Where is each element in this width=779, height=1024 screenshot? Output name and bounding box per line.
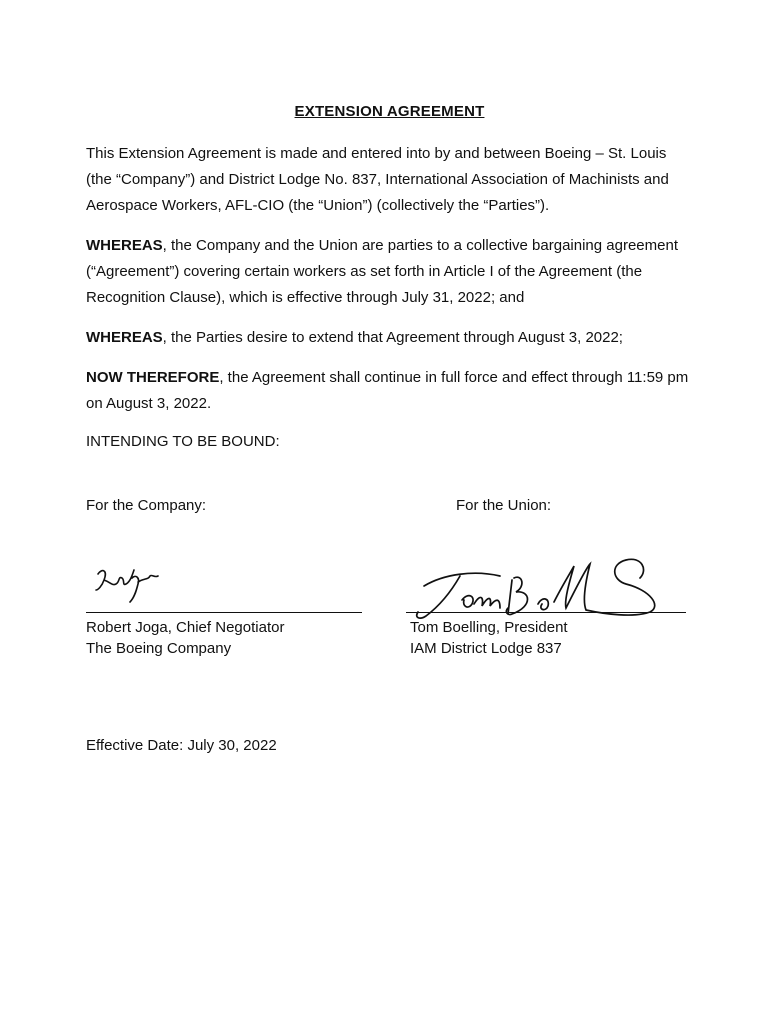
- effective-date: Effective Date: July 30, 2022: [86, 737, 277, 754]
- whereas-text: , the Parties desire to extend that Agreement through August 3, 2022;: [162, 329, 623, 346]
- union-signer-org: IAM District Lodge 837: [410, 640, 562, 657]
- intro-paragraph: This Extension Agreement is made and entered into by and between Boeing – St. Louis (the “Company”) and District Lodge No. 837, International Association of Machinists and Aerospace Workers, AFL-CIO (the “Union”) (collectively the “Parties”).: [86, 145, 669, 214]
- company-signer-org: The Boeing Company: [86, 640, 232, 657]
- whereas-lead: WHEREAS: [86, 329, 163, 346]
- for-company-label: For the Company:: [86, 497, 207, 514]
- document-title: EXTENSION AGREEMENT: [294, 103, 485, 120]
- intending-to-be-bound: INTENDING TO BE BOUND:: [86, 433, 280, 450]
- union-signer-name: Tom Boelling, President: [410, 619, 568, 636]
- company-signature-line: [86, 612, 362, 613]
- now-therefore-paragraph: [86, 365, 696, 417]
- company-signer-name: Robert Joga, Chief Negotiator: [86, 619, 285, 636]
- union-signer-block: [410, 617, 568, 659]
- company-signature: [92, 556, 182, 606]
- now-therefore-lead: NOW THEREFORE: [86, 369, 220, 386]
- whereas-lead: WHEREAS: [86, 237, 163, 254]
- whereas-extend-paragraph: [86, 325, 696, 351]
- whereas-text: , the Company and the Union are parties to a collective bargaining agreement (“Agreement”) covering certain workers as set forth in Article I of the Agreement (the Recognition Clause), which is effective through July 31, 2022; and: [86, 237, 678, 306]
- for-union-label: For the Union:: [456, 497, 552, 514]
- company-signer-block: [86, 617, 284, 659]
- union-signature-line: [406, 612, 686, 613]
- whereas-recognition-paragraph: [86, 233, 696, 311]
- now-therefore-text: , the Agreement shall continue in full force and effect through 11:59 pm on August 3, 2022.: [86, 369, 689, 412]
